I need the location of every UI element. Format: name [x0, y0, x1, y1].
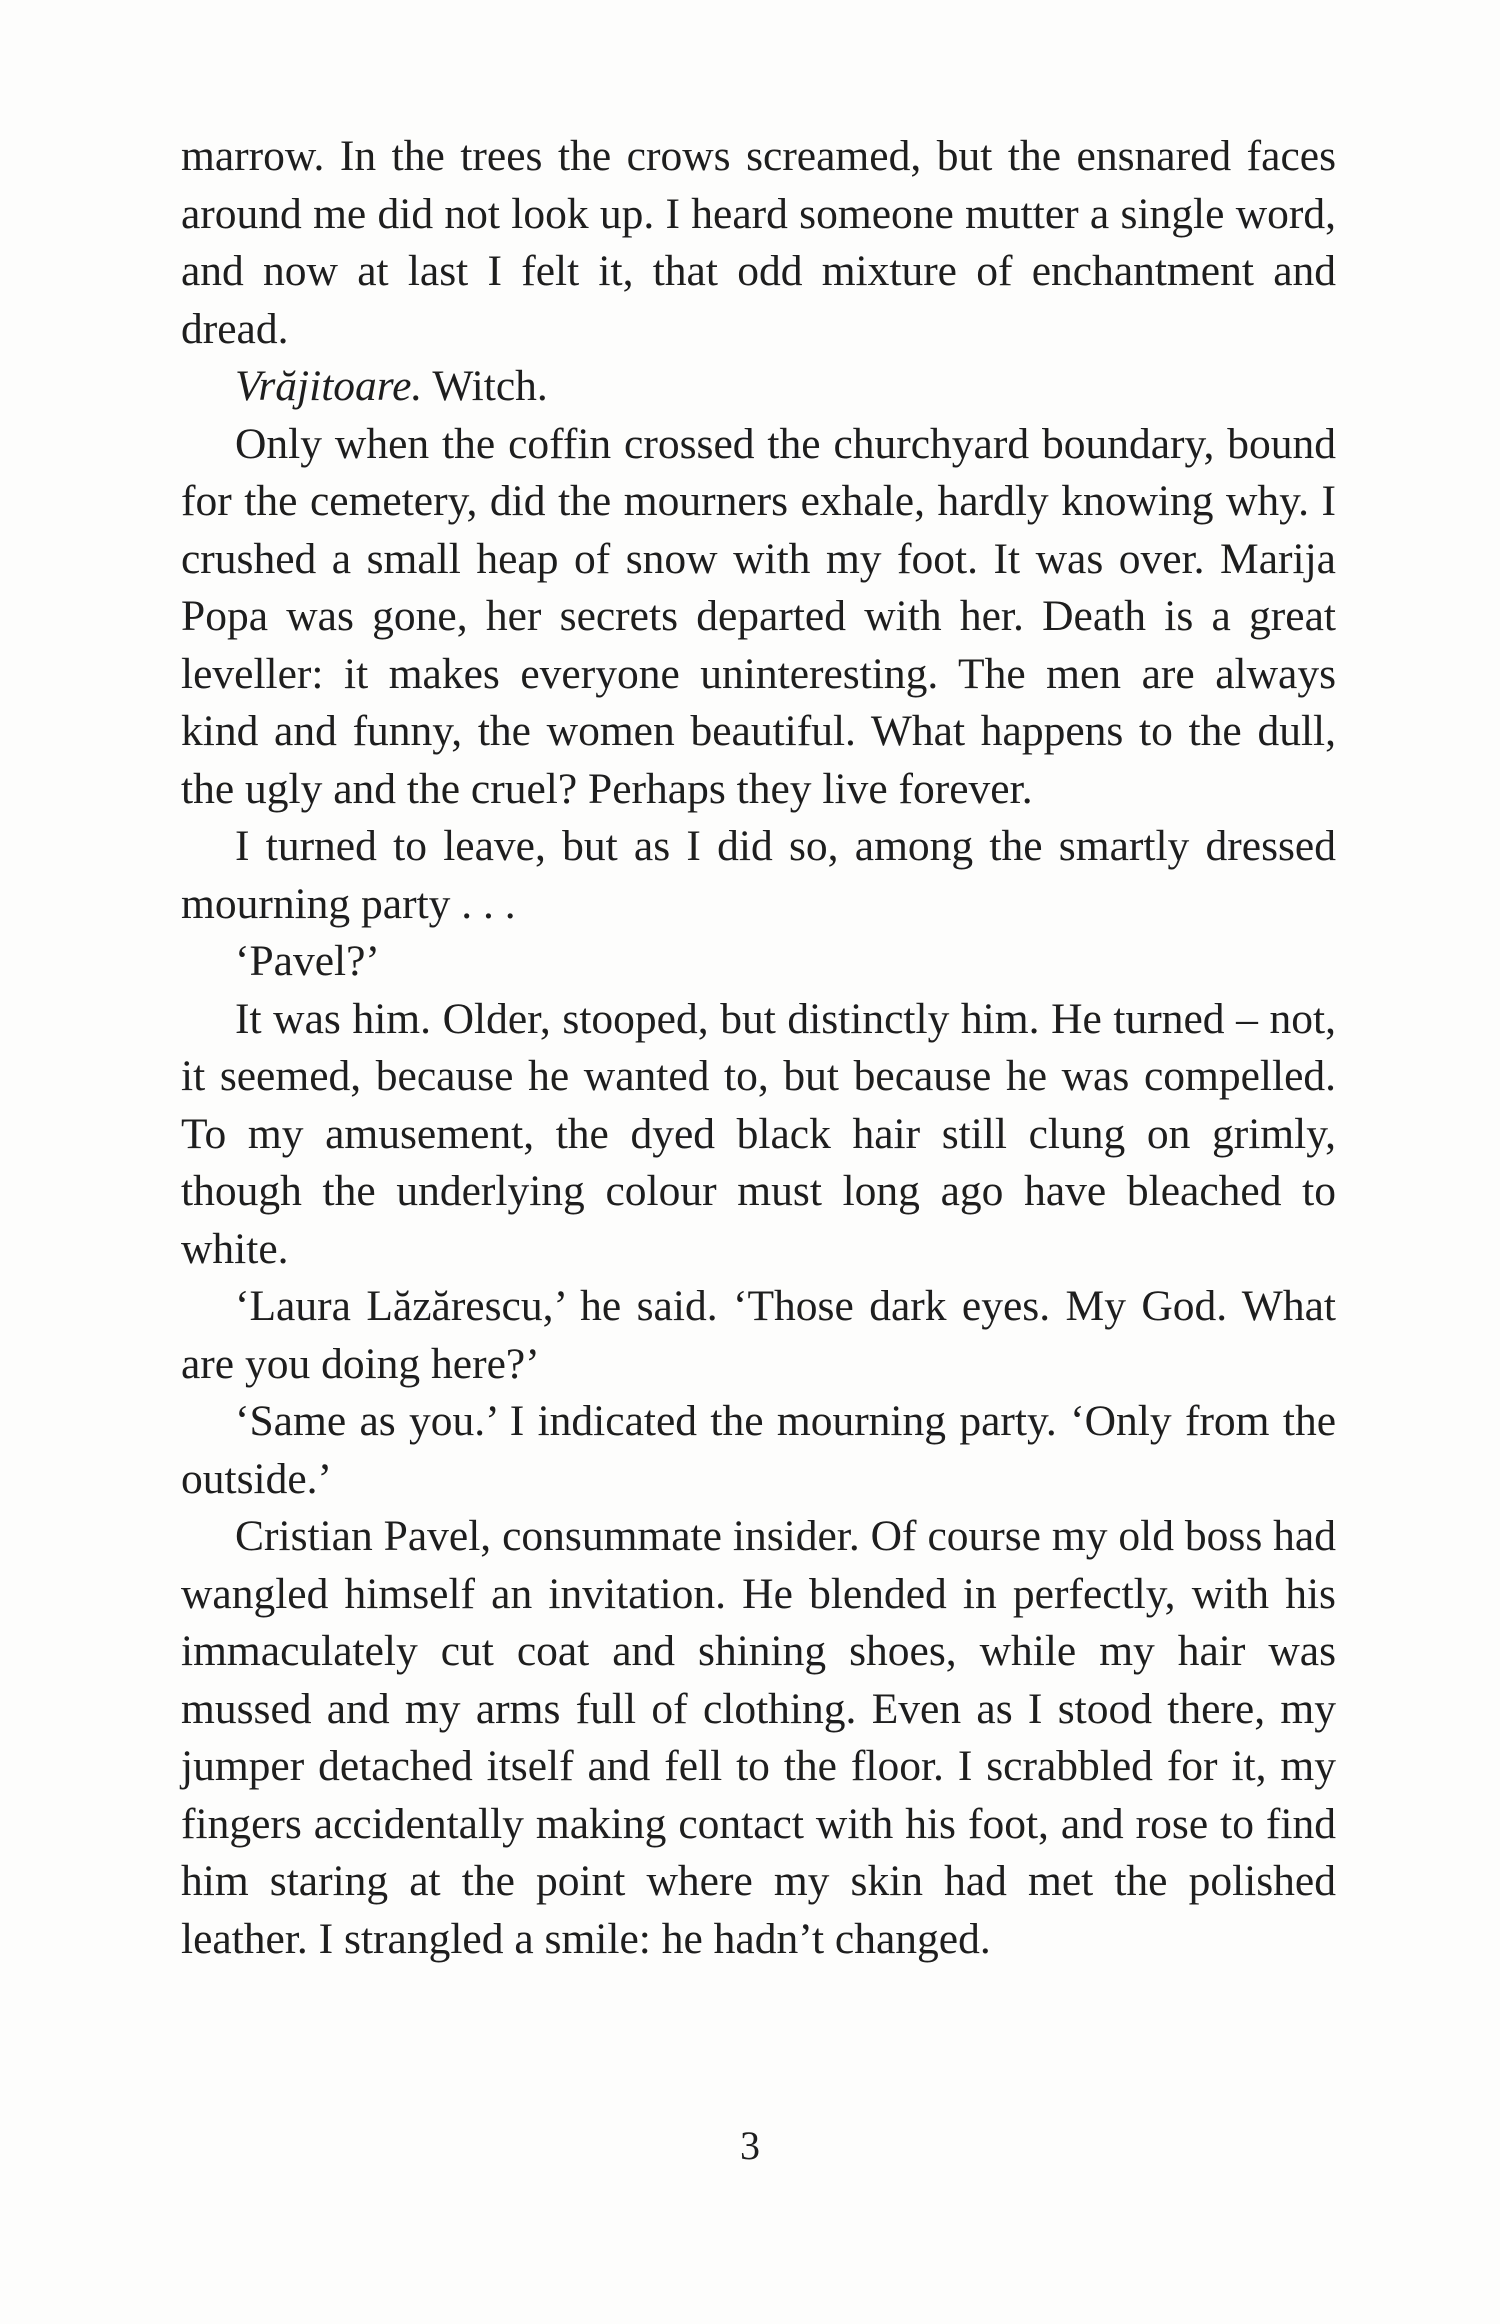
paragraph: ‘Laura Lăzărescu,’ he said. ‘Those dark eyes. My God. What are you doing here?’ — [181, 1282, 1336, 1388]
body-text — [181, 128, 1336, 1968]
paragraph: marrow. In the trees the crows screamed, but the ensnared faces around me did not look up. I heard someone mutter a single word, and now at last I felt it, that odd mixture of enchantment and dread. — [181, 132, 1336, 353]
paragraph: ‘Pavel?’ — [235, 937, 380, 985]
paragraph — [181, 358, 1336, 416]
paragraph: Only when the coffin crossed the churchyard boundary, bound for the cemetery, did the mourners exhale, hardly knowing why. I crushed a small heap of snow with my foot. It was over. Marija Popa was gone, her secrets departed with her. Death is a great leveller: it makes everyone uninteresting. The men are always kind and funny, the women beautiful. What happens to the dull, the ugly and the cruel? Perhaps they live forever. — [181, 419, 1336, 813]
page-number: 3 — [740, 2123, 760, 2168]
paragraph: It was him. Older, stooped, but distinctly him. He turned – not, it seemed, because he wanted to, but because he was compelled. To my amusement, the dyed black hair still clung on grimly, though the underlying colour must long ago have bleached to white. — [181, 994, 1336, 1273]
italic-word: Vrăjitoare. — [235, 362, 423, 410]
paragraph: ‘Same as you.’ I indicated the mourning party. ‘Only from the outside.’ — [181, 1397, 1336, 1503]
paragraph: I turned to leave, but as I did so, among the smartly dressed mourning party . . . — [181, 822, 1336, 928]
paragraph: Cristian Pavel, consummate insider. Of course my old boss had wangled himself an invitation. He blended in perfectly, with his immaculately cut coat and shining shoes, while my hair was mussed and my arms full of clothing. Even as I stood there, my jumper detached itself and fell to the floor. I scrabbled for it, my fingers accidentally making contact with his foot, and rose to find him staring at the point where my skin had met the polished leather. I strangled a smile: he hadn’t changed. — [181, 1512, 1336, 1963]
paragraph-text: Witch. — [422, 362, 548, 410]
